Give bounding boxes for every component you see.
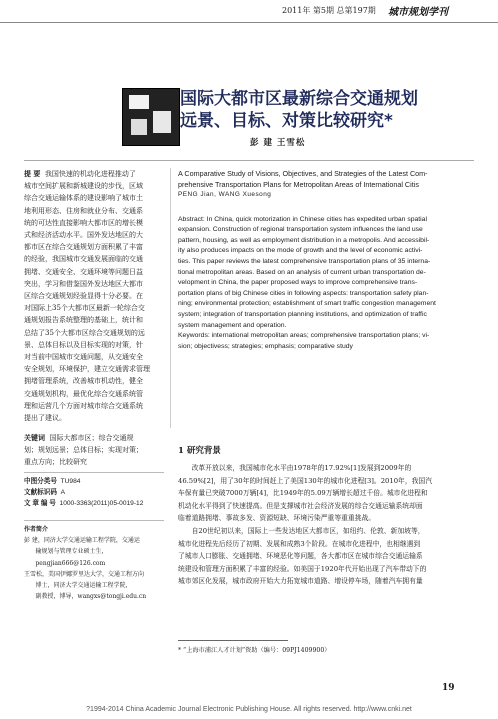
en-abstract-line: ties. This paper reviews the latest comprehensive transportation plans of 35 interna- <box>178 257 431 265</box>
en-abstract-line: ity also produces impacts on the mode of growth and the level of economic activi- <box>178 247 423 255</box>
abstract-line: 拥堵、交通安全、交通环境等问题日益 <box>24 267 143 276</box>
abstract-line: 交通规划机构，最优化综合交通系统管 <box>24 389 143 398</box>
en-title-line-1: A Comparative Study of Visions, Objectives, and Strategies of the Latest Com- <box>178 169 428 178</box>
body-line: 了城市人口膨胀、交通拥堵、环境恶化等问题，各大都市区在城市综合交通运输系 <box>178 552 423 561</box>
title-line-1: 国际大都市区最新综合交通规划 <box>180 89 418 109</box>
en-abstract-line: system; integration of transportation planning institutions, and optimization of traffic <box>178 310 427 318</box>
body-line: 机动化水平得到了快速提高。但是支撑城市社会经济发展的综合交通运输系统却面 <box>178 501 423 510</box>
en-authors: PENG Jian, WANG Xuesong <box>178 191 272 198</box>
abstract-line: 统的可达性直接影响大都市区的增长模 <box>24 218 143 227</box>
copyright-notice: ?1994-2014 China Academic Journal Electronic Publishing House. All rights reserved. http://www.cnki.net <box>86 706 412 713</box>
footnote-rule <box>178 640 288 641</box>
author-info-line: 王雪松，美国伊娜罗里达大学，交通工程方向 <box>24 570 145 578</box>
abstract-line: 对当前中国城市交通问题，从交通安全 <box>24 353 143 362</box>
abstract-label: 提 要 <box>24 169 41 178</box>
keywords-line: 国际大都市区；综合交通规 <box>49 434 134 442</box>
abstract-line: 综合交通运输体系的建设影响了城市土 <box>24 194 143 203</box>
author-info-label: 作者简介 <box>24 526 49 533</box>
abstract-line: 都市区在综合交通规划方面积累了丰富 <box>24 243 143 252</box>
author-info-line: pengjian666@126.com <box>24 559 106 567</box>
en-abstract-line: expansion. Construction of regional transportation system influences the land use <box>178 226 423 234</box>
abstract-line: 通规划报告系统整理的基础上，统计和 <box>24 316 143 325</box>
title-line-2: 远景、目标、对策比较研究* <box>180 111 393 131</box>
abstract-line: 地利用形态、住房和就业分布、交通系 <box>24 206 143 215</box>
article-no-value: 1000-3363(2011)05-0019-12 <box>59 500 144 507</box>
abstract-line: 景、总体目标以及目标实现的对策，针 <box>24 340 143 349</box>
en-abstract-line: pattern, housing, as well as employment distribution in a metropolis. And accessibil- <box>178 236 430 244</box>
abstract-line: 城市空间扩展和新城建设的步伐，区域 <box>24 182 143 191</box>
author-info-line: 输规划与管理专业硕士生， <box>24 548 108 556</box>
abstract-line: 的经验，我国城市交通发展面临的交通 <box>24 255 143 264</box>
author-info <box>24 524 164 602</box>
keywords-cn <box>24 432 164 469</box>
left-rule <box>24 472 164 473</box>
en-abstract-line: ning; environmental protection; establishment of smart traffic congestion management <box>178 300 436 308</box>
abstract-line: 式和经济活动水平。国外发达地区的大 <box>24 231 143 240</box>
doc-code-label: 文献标识码 <box>24 489 57 496</box>
author-info-line: 博士，同济大学交通运输工程学院， <box>24 582 132 590</box>
author-info-line: 彭 建，同济大学交通运输工程学院，交通运 <box>24 537 140 545</box>
abstract-line: 对国际上35个大都市区最新一轮综合交 <box>24 304 145 313</box>
issue-info: 2011年 第5期 总第197期 <box>282 6 376 15</box>
clc-value: TU984 <box>60 478 81 485</box>
column-separator <box>170 168 171 428</box>
keywords-label: 关键词 <box>24 433 45 442</box>
section-heading: 1 研究背景 <box>178 446 221 456</box>
article-authors: 彭 建 王雪松 <box>250 138 306 148</box>
en-keywords-line-2: sion; objectivess; strategies; emphasis; comparative study <box>178 342 353 350</box>
en-abstract-line: tional metropolitan areas. Based on an analysis of current urban transportation de- <box>178 268 426 276</box>
body-line: 车保有量已突破7000万辆[4]，比1949年的5.09万辆增长超过千倍。城市化进程和 <box>178 489 428 498</box>
abstract-line: 安全规划，环境保护，建立交通需求管理 <box>24 365 150 374</box>
keywords-line: 划；规划远景；总体目标；实现对策； <box>24 446 143 455</box>
abstract-line: 理和运营几个方面对城市综合交通系统 <box>24 401 143 410</box>
en-abstract-line: portation plans of big Chinese cities in following aspects: transportation safety plan- <box>178 289 429 297</box>
header-rule <box>0 22 498 23</box>
abstract-line: 突出，学习和借鉴国外发达地区大都市 <box>24 279 143 288</box>
body-line: 改革开放以来，我国城市化水平由1978年的17.92%[1]发展到2009年的 <box>191 464 412 472</box>
article-title <box>180 88 480 132</box>
clc-label: 中图分类号 <box>24 478 57 485</box>
body-line: 46.59%[2]，用了30年的时间赶上了美国130年的城市化进程[3]。2010年，我国汽 <box>178 476 433 485</box>
doc-code-value: A <box>60 489 66 496</box>
body-line: 自20世纪初以来，国际上一些发达地区大都市区，如纽约、伦敦、新加坡等， <box>191 526 425 535</box>
section-body <box>178 462 478 588</box>
abstract-en <box>178 168 478 352</box>
abstract-cn <box>24 168 164 424</box>
article-graphic <box>122 88 180 146</box>
classification <box>24 476 164 509</box>
en-abstract-line: Abstract: In China, quick motorization in Chinese cities has expedited urban spatial <box>178 215 427 223</box>
journal-name: 城市规划学刊 <box>388 7 448 18</box>
author-info-line: 副教授，博导，wangxs@tongji.edu.cn <box>24 593 147 601</box>
body-line: 城市郊区化发展，城市政府开始大力拓宽城市道路、增设停车场，随着汽车拥有量 <box>178 577 423 586</box>
article-no-label: 文 章 编 号 <box>24 500 56 507</box>
en-abstract-line: system management and operation. <box>178 321 287 329</box>
page-number: 19 <box>442 683 455 693</box>
en-title-line-2: prehensive Transportation Plans for Metropolitan Areas of International Citis <box>178 180 419 189</box>
title-rule <box>24 160 474 161</box>
abstract-line: 区综合交通规划经验显得十分必要。在 <box>24 292 143 301</box>
running-header <box>0 0 498 24</box>
keywords-line: 重点方向；比较研究 <box>24 458 87 467</box>
abstract-line: 拥堵管理系统，改善城市机动性，健全 <box>24 377 143 386</box>
abstract-line: 我国快速的机动化进程推动了 <box>44 170 136 178</box>
footnote: * “上海市浦江人才计划”资助（编号：09PJ1409900） <box>178 647 331 654</box>
abstract-line: 提出了建议。 <box>24 414 66 423</box>
left-rule <box>24 520 164 521</box>
en-keywords-line-1: Keywords: international metropolitan areas; comprehensive transportation plans; vi- <box>178 332 430 340</box>
en-abstract-line: velopment in China, the paper proposed ways to improve comprehensive trans- <box>178 279 418 287</box>
body-line: 统建设和管理方面积累了丰富的经验。如美国于1920年代开始出现了汽车带动下的 <box>178 564 427 573</box>
body-line: 临着道路拥堵、事故多发、资源短缺、环境污染严重等重重挑战。 <box>178 514 376 523</box>
body-line: 城市化进程先后经历了初期、发展和成熟3个阶段。在城市化进程中，也相继遇到 <box>178 539 421 548</box>
abstract-line: 总结了35个大都市区综合交通规划的远 <box>24 328 145 337</box>
